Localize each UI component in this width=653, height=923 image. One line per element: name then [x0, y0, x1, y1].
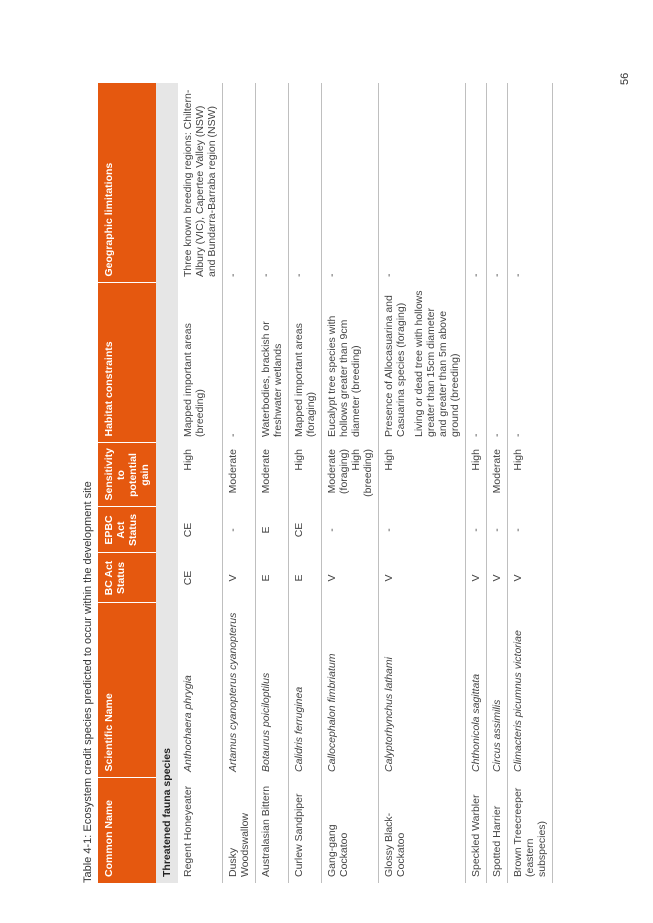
cell-sensitivity: High	[508, 443, 553, 507]
cell-bc-status: V	[379, 553, 466, 603]
cell-sensitivity: High	[466, 443, 487, 507]
cell-sensitivity: High	[379, 443, 466, 507]
habitat-paragraph: -	[227, 433, 239, 437]
cell-geographic: Three known breeding regions: Chiltern-Albury (VIC), Capertee Valley (NSW) and Bundarra-Barraba region (NSW)	[178, 83, 223, 283]
cell-geographic: -	[487, 83, 508, 283]
header-bc-act-status: BC Act Status	[98, 553, 156, 603]
cell-common-name: Dusky Woodswallow	[223, 778, 256, 883]
habitat-paragraph: Presence of Allocasuarina and Casuarina species (foraging)	[383, 295, 407, 437]
cell-habitat	[487, 283, 508, 443]
section-row	[156, 83, 178, 883]
header-scientific-name: Scientific Name	[98, 603, 156, 778]
header-common-name: Common Name	[98, 778, 156, 883]
cell-epbc-status: -	[508, 507, 553, 553]
cell-common-name: Glossy Black-Cockatoo	[379, 778, 466, 883]
cell-scientific-name: Circus assimilis	[487, 603, 508, 778]
cell-scientific-name: Chthonicola sagittata	[466, 603, 487, 778]
habitat-paragraph: Waterbodies, brackish or freshwater wetlands	[260, 321, 284, 437]
habitat-paragraph: -	[512, 433, 524, 437]
header-epbc-act-status: EPBC Act Status	[98, 507, 156, 553]
table-caption: Table 4-1: Ecosystem credit species predicted to occur within the development site	[82, 481, 94, 883]
cell-common-name: Speckled Warbler	[466, 778, 487, 883]
cell-epbc-status: -	[379, 507, 466, 553]
cell-geographic: -	[289, 83, 322, 283]
cell-habitat	[508, 283, 553, 443]
cell-common-name: Regent Honeyeater	[178, 778, 223, 883]
header-sensitivity: Sensitivity to potential gain	[98, 443, 156, 507]
page-number: 56	[619, 72, 631, 85]
table-row	[178, 83, 223, 883]
cell-habitat	[379, 283, 466, 443]
cell-common-name: Gang-gang Cockatoo	[322, 778, 379, 883]
table-row	[379, 83, 466, 883]
table-row	[322, 83, 379, 883]
table-row	[508, 83, 553, 883]
cell-bc-status: V	[487, 553, 508, 603]
table-header-row	[98, 83, 156, 883]
habitat-paragraph: Mapped important areas (breeding)	[182, 323, 206, 437]
cell-epbc-status: -	[487, 507, 508, 553]
table-row	[289, 83, 322, 883]
habitat-paragraph: Eucalypt tree species with hollows greater than 9cm diameter (breeding)	[326, 315, 362, 437]
cell-habitat	[289, 283, 322, 443]
cell-epbc-status: CE	[178, 507, 223, 553]
cell-epbc-status: -	[223, 507, 256, 553]
cell-sensitivity: Moderate	[256, 443, 289, 507]
cell-bc-status: CE	[178, 553, 223, 603]
habitat-paragraph: Living or dead tree with hollows greater than 15cm diameter and greater than 5m above ground (breeding)	[413, 290, 461, 437]
cell-epbc-status: CE	[289, 507, 322, 553]
cell-scientific-name: Callocephalon fimbriatum	[322, 603, 379, 778]
cell-sensitivity: High	[289, 443, 322, 507]
cell-epbc-status: -	[466, 507, 487, 553]
cell-epbc-status: E	[256, 507, 289, 553]
cell-bc-status: V	[322, 553, 379, 603]
cell-sensitivity: Moderate	[487, 443, 508, 507]
cell-habitat	[322, 283, 379, 443]
cell-habitat	[256, 283, 289, 443]
cell-common-name: Curlew Sandpiper	[289, 778, 322, 883]
habitat-paragraph: Mapped important areas (foraging)	[293, 323, 317, 437]
cell-geographic: -	[508, 83, 553, 283]
cell-geographic: -	[223, 83, 256, 283]
header-habitat-constraints: Habitat constraints	[98, 283, 156, 443]
cell-scientific-name: Botaurus poiciloptilus	[256, 603, 289, 778]
cell-habitat	[466, 283, 487, 443]
cell-scientific-name: Artamus cyanopterus cyanopterus	[223, 603, 256, 778]
section-title: Threatened fauna species	[156, 83, 178, 883]
table-row	[487, 83, 508, 883]
cell-scientific-name: Calyptorhynchus lathami	[379, 603, 466, 778]
cell-geographic: -	[322, 83, 379, 283]
cell-bc-status: V	[223, 553, 256, 603]
cell-geographic: -	[379, 83, 466, 283]
table-row	[256, 83, 289, 883]
cell-bc-status: E	[256, 553, 289, 603]
cell-geographic: -	[256, 83, 289, 283]
species-table	[98, 83, 553, 883]
cell-common-name: Spotted Harrier	[487, 778, 508, 883]
table-row	[223, 83, 256, 883]
habitat-paragraph: -	[470, 433, 482, 437]
cell-scientific-name: Anthochaera phrygia	[178, 603, 223, 778]
table-row	[466, 83, 487, 883]
cell-sensitivity: Moderate	[223, 443, 256, 507]
cell-sensitivity: Moderate (foraging) High (breeding)	[322, 443, 379, 507]
cell-common-name: Brown Treecreeper (eastern subspecies)	[508, 778, 553, 883]
cell-scientific-name: Climacteris picumnus victoriae	[508, 603, 553, 778]
cell-common-name: Australasian Bittern	[256, 778, 289, 883]
cell-scientific-name: Calidris ferruginea	[289, 603, 322, 778]
cell-geographic: -	[466, 83, 487, 283]
cell-bc-status: E	[289, 553, 322, 603]
cell-habitat	[223, 283, 256, 443]
cell-bc-status: V	[466, 553, 487, 603]
cell-habitat	[178, 283, 223, 443]
cell-epbc-status: -	[322, 507, 379, 553]
habitat-paragraph: -	[491, 433, 503, 437]
cell-sensitivity: High	[178, 443, 223, 507]
cell-bc-status: V	[508, 553, 553, 603]
header-geographic-limitations: Geographic limitations	[98, 83, 156, 283]
